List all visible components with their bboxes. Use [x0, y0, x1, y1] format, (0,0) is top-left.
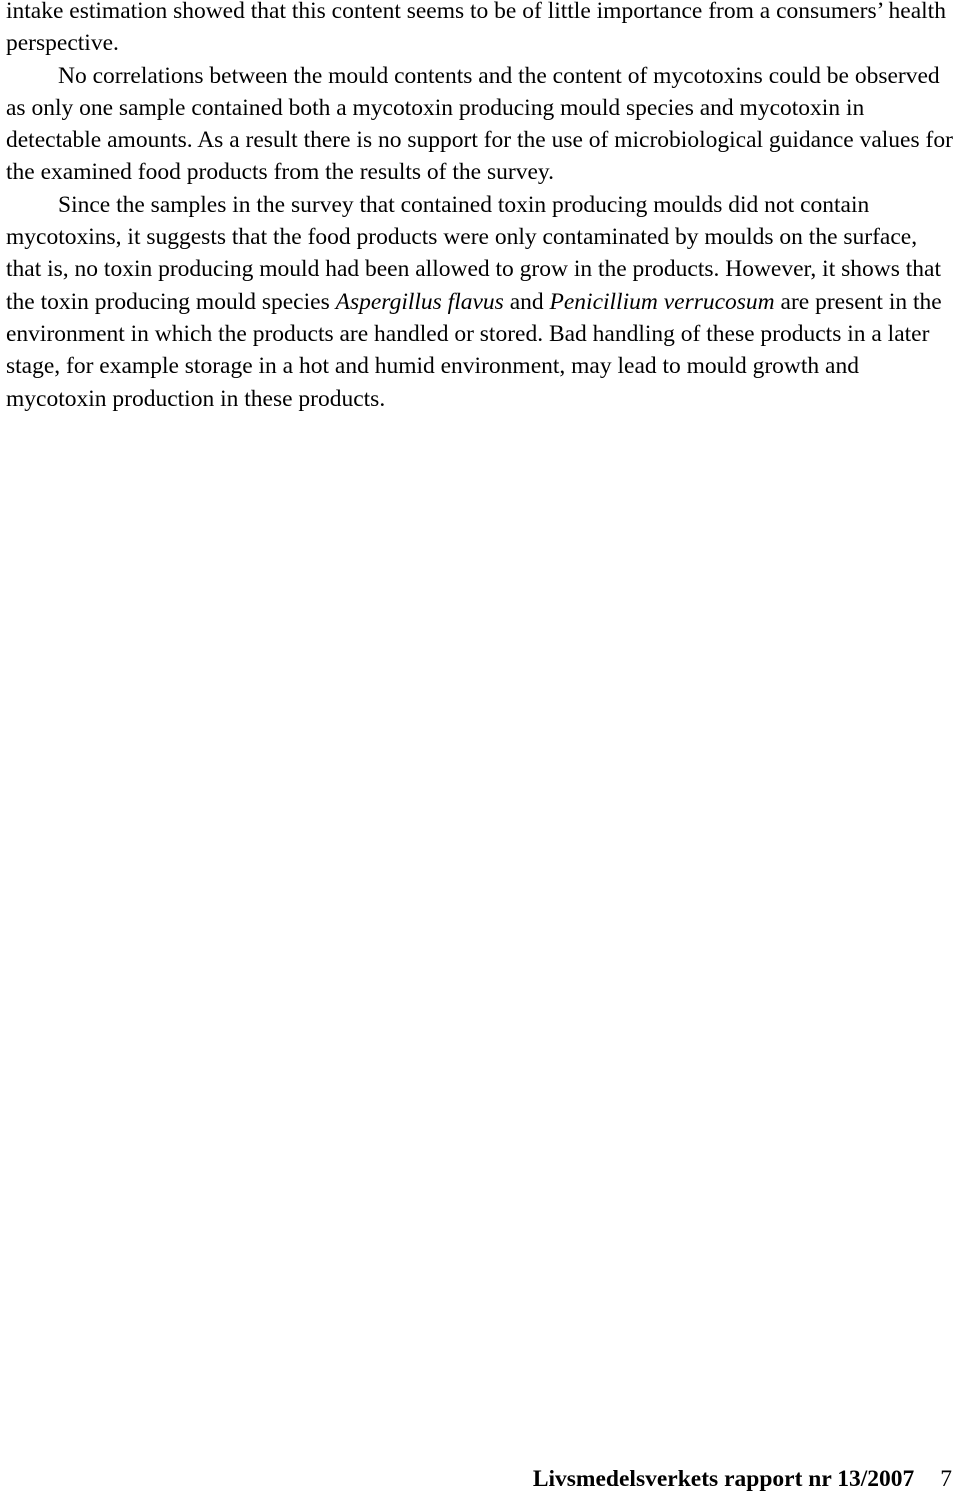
paragraph-toxin-moulds — [6, 189, 956, 415]
paragraph-text-segment: Since the samples in the survey that contained toxin producing moulds did not contain mycotoxins, it suggests that the food products were only contaminated by moulds on the surface, that is, no toxin producing mould had been allowed to grow in the products. However, it shows that the toxin producing mould species — [6, 191, 941, 315]
paragraph-text-segment: are present in the environment in which the products are handled or stored. Bad handling of these products in a later stage, for example storage in a hot and humid environment, may lead to mould growth and mycotoxin production in these products. — [6, 288, 942, 412]
species-name-penicillium: Penicillium verrucosum — [549, 288, 775, 315]
paragraph-correlations: No correlations between the mould contents and the content of mycotoxins could be observed as only one sample contained both a mycotoxin producing mould species and mycotoxin in detectable amounts. As a result there is no support for the use of microbiological guidance values for the examined food products from the results of the survey. — [6, 62, 953, 186]
paragraph-text-segment: and — [503, 288, 550, 315]
paragraph-continuation: intake estimation showed that this content seems to be of little importance from a consumers’ health perspective. — [6, 0, 946, 57]
species-name-aspergillus: Aspergillus flavus — [335, 288, 504, 315]
page-number: 7 — [940, 1466, 952, 1492]
body-text — [6, 0, 956, 415]
report-title: Livsmedelsverkets rapport nr 13/2007 — [532, 1466, 915, 1492]
page-footer — [533, 1466, 952, 1492]
